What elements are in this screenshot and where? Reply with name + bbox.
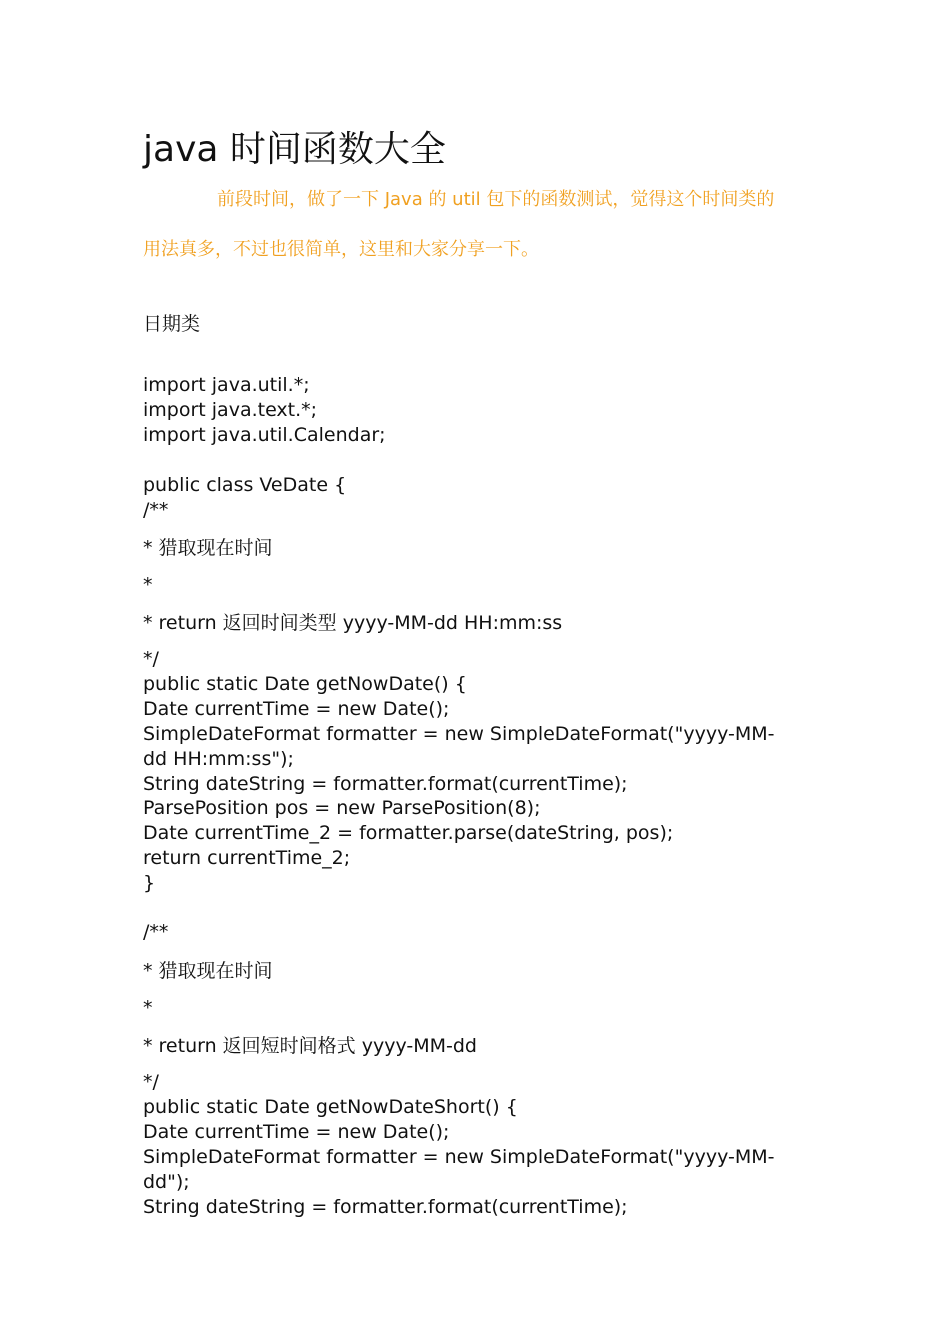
code-line: dd HH:mm:ss"); [143,748,294,770]
code-line: public static Date getNowDateShort() { [143,1096,518,1118]
code-line: import java.util.*; [143,374,310,396]
code-line: * [143,997,153,1019]
intro-line-2: 用法真多，不过也很简单，这里和大家分享一下。 [143,239,539,260]
code-line: import java.util.Calendar; [143,424,386,446]
code-line: /** [143,499,169,521]
code-line: } [143,872,156,894]
code-line: public class VeDate { [143,474,347,496]
code-line: SimpleDateFormat formatter = new SimpleDateFormat("yyyy-MM- [143,723,775,745]
code-line: public static Date getNowDate() { [143,673,467,695]
code-line: */ [143,648,159,670]
code-line: String dateString = formatter.format(currentTime); [143,1196,628,1218]
section-heading: 日期类 [143,313,201,335]
code-line: Date currentTime = new Date(); [143,1121,450,1143]
code-line: dd"); [143,1171,190,1193]
code-line: String dateString = formatter.format(currentTime); [143,773,628,795]
code-line: return currentTime_2; [143,847,351,869]
intro-line-1: 前段时间，做了一下 Java 的 util 包下的函数测试，觉得这个时间类的 [217,189,775,210]
code-line: Date currentTime = new Date(); [143,698,450,720]
code-line: SimpleDateFormat formatter = new SimpleDateFormat("yyyy-MM- [143,1146,775,1168]
code-line: */ [143,1071,159,1093]
code-line: * [143,574,153,596]
code-line: import java.text.*; [143,399,318,421]
code-line: * return 返回短时间格式 yyyy-MM-dd [143,1035,477,1057]
code-line: /** [143,921,169,943]
code-line: * return 返回时间类型 yyyy-MM-dd HH:mm:ss [143,612,563,634]
code-line: ParsePosition pos = new ParsePosition(8); [143,797,541,819]
code-line: * 猎取现在时间 [143,960,273,982]
code-line: * 猎取现在时间 [143,537,273,559]
code-line: Date currentTime_2 = formatter.parse(dateString, pos); [143,822,674,844]
document-title: java 时间函数大全 [143,129,446,170]
